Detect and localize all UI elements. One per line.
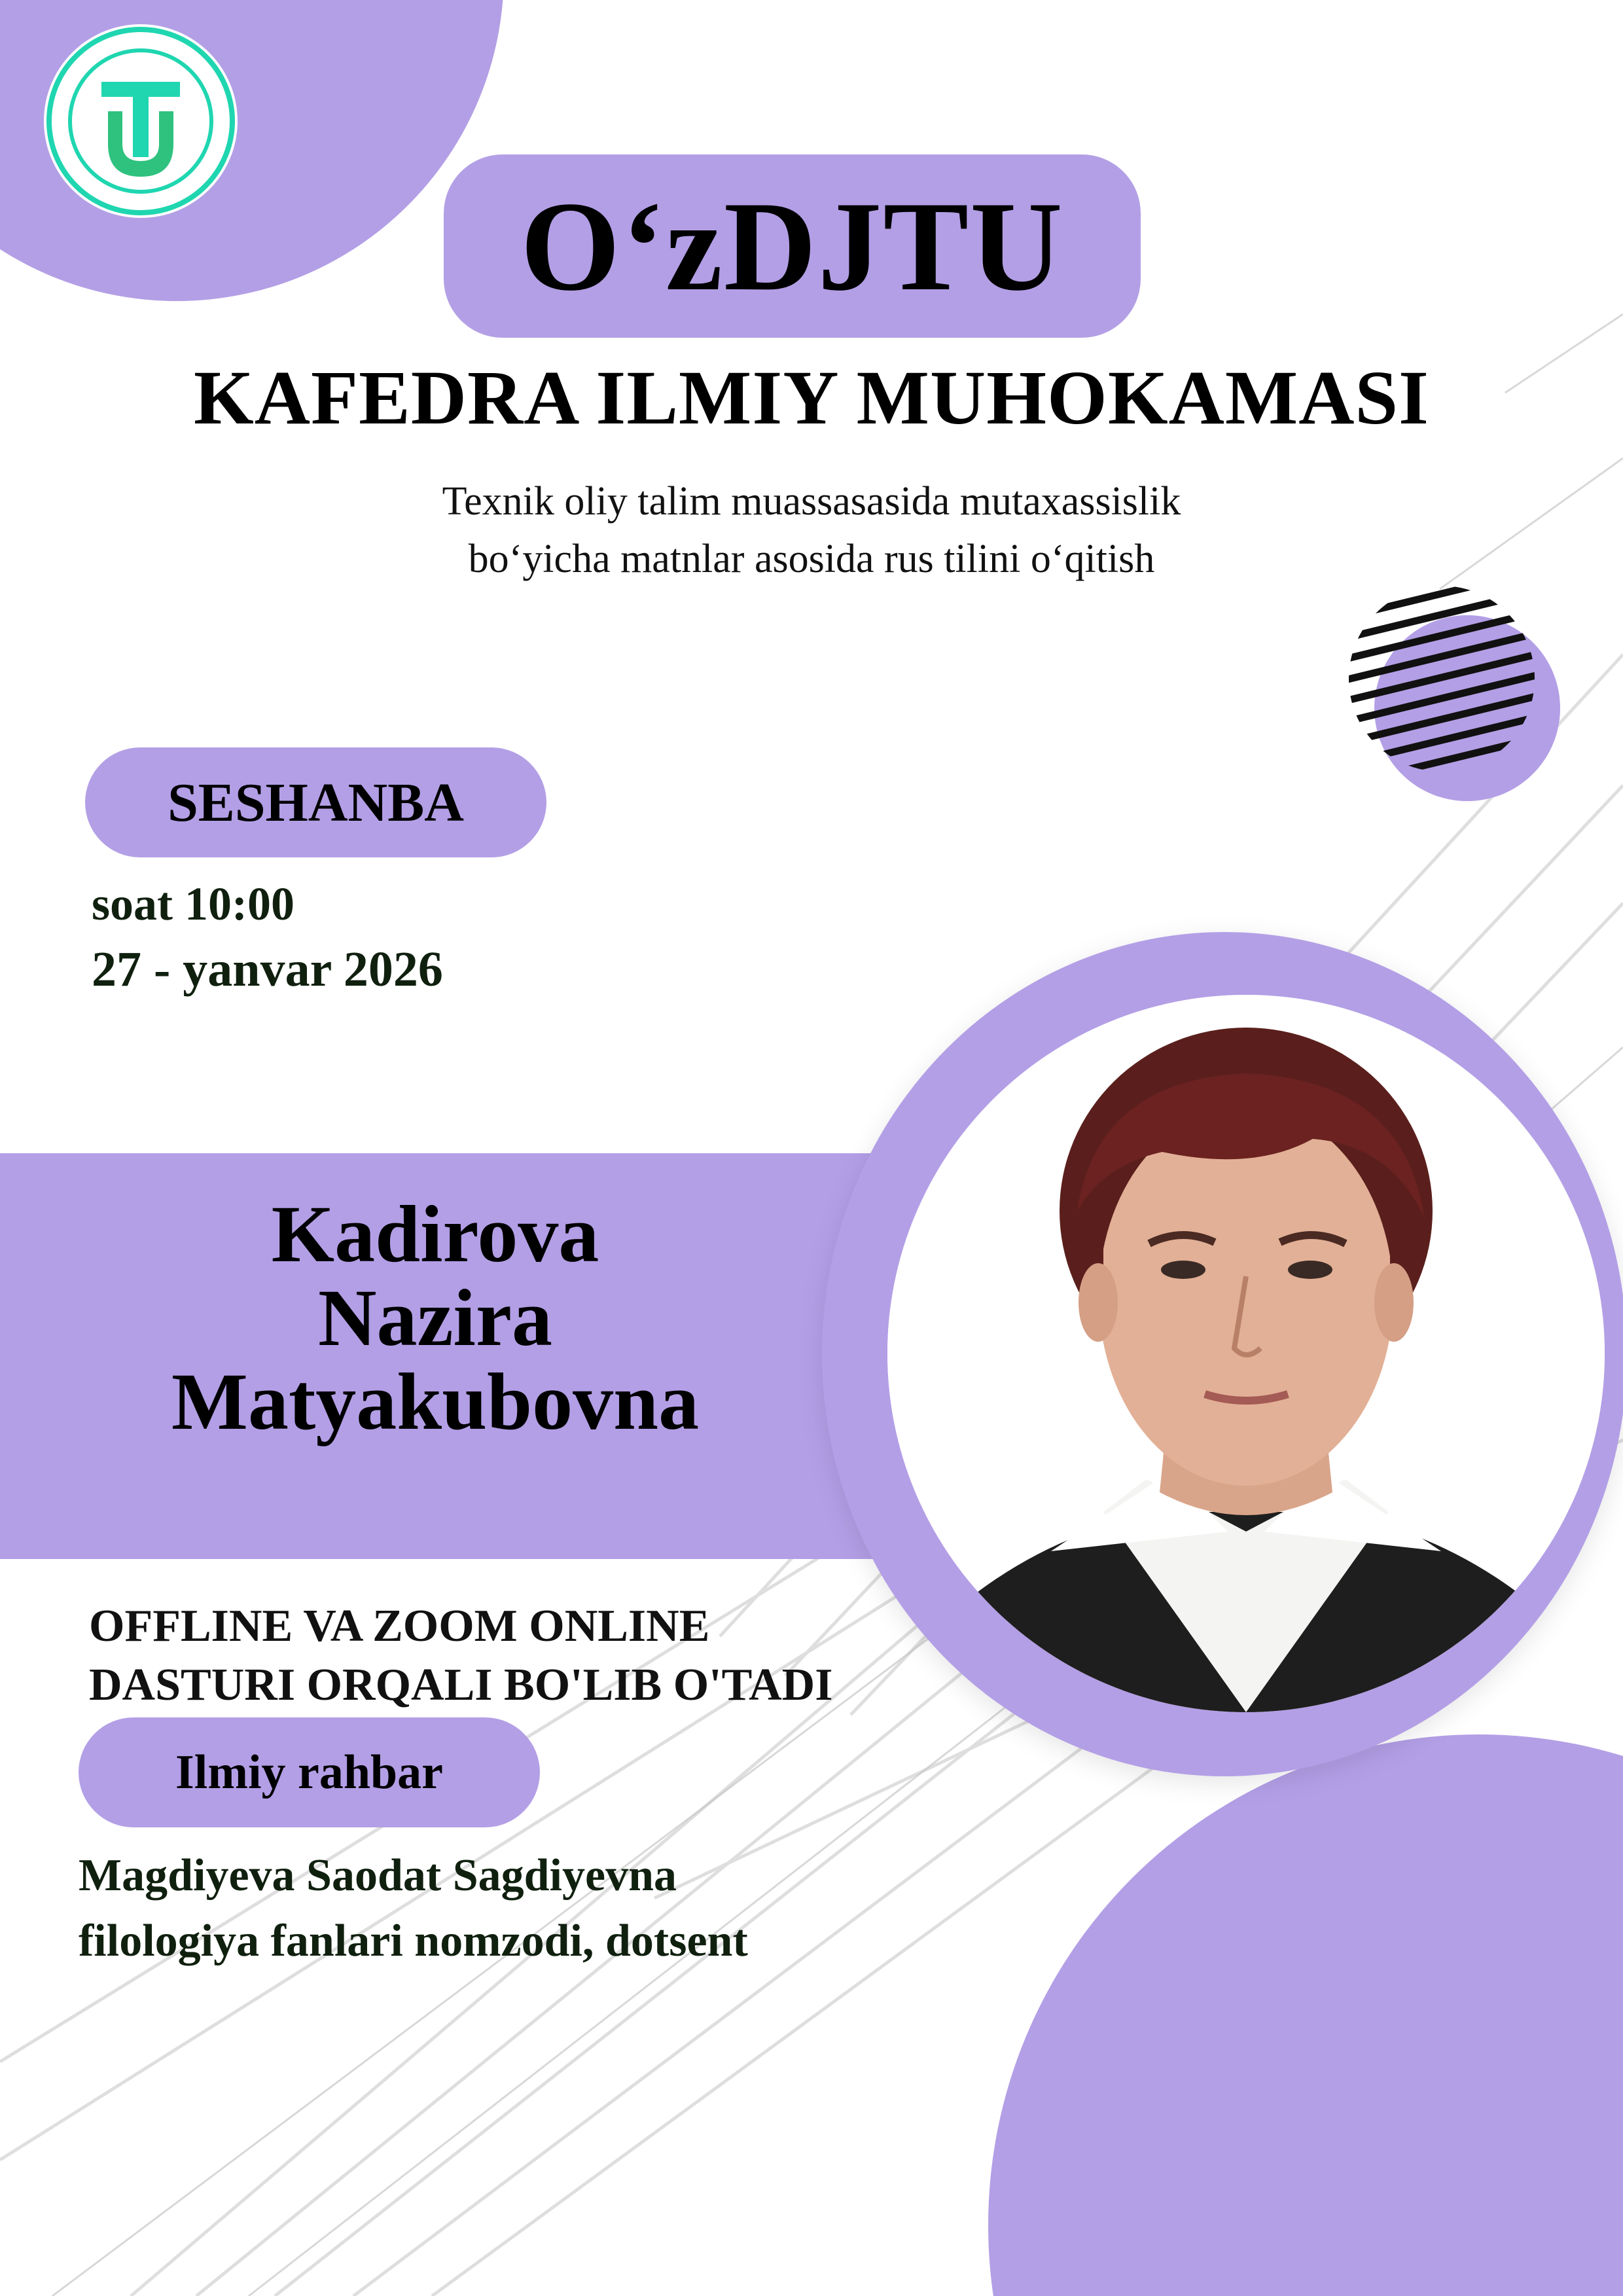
topic-line: bo‘yicha matnlar asosida rus tilini o‘qitish [468,537,1155,581]
supervisor-label: Ilmiy rahbar [175,1745,444,1799]
day-badge [85,747,546,857]
format-line: OFFLINE VA ZOOM ONLINE [89,1601,710,1651]
supervisor-badge [79,1717,540,1827]
event-format [89,1597,832,1715]
event-date: 27 - yanvar 2026 [92,942,443,997]
speaker-patronymic: Matyakubovna [171,1357,700,1446]
striped-circle-icon [1347,584,1537,774]
topic-line: Texnik oliy talim muassasasida mutaxassislik [442,479,1181,524]
title-badge [444,154,1141,338]
supervisor-info [79,1843,748,1974]
speaker-surname: Kadirova [271,1189,599,1279]
day-label: SESHANBA [168,772,464,833]
supervisor-title: filologiya fanlari nomzodi, dotsent [79,1916,748,1966]
event-subtitle: KAFEDRA ILMIY MUHOKAMASI [194,355,1429,440]
dissertation-topic [0,473,1623,588]
event-time: soat 10:00 [92,878,294,930]
format-line: DASTURI ORQALI BO'LIB O'TADI [89,1660,833,1710]
portrait-photo [887,995,1605,1712]
speaker-first-name: Nazira [317,1273,553,1363]
supervisor-name: Magdiyeva Saodat Sagdiyevna [79,1850,677,1901]
university-logo-icon [39,20,242,223]
speaker-photo [887,995,1605,1712]
page-title: O‘zDJTU [520,175,1064,317]
speaker-name [0,1189,870,1446]
